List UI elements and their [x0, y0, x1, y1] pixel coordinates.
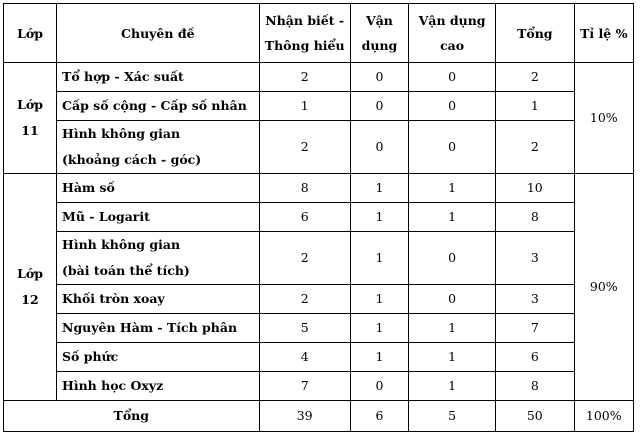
total-vdc: 5: [409, 401, 496, 432]
vdc-cell: 0: [409, 63, 496, 92]
vd-cell: 0: [350, 92, 408, 121]
header-tong: Tổng: [496, 4, 574, 63]
tong-cell: 2: [496, 63, 574, 92]
tong-cell: 3: [496, 285, 574, 314]
topic-cell: Cấp số cộng - Cấp số nhân: [57, 92, 260, 121]
table-row: [4, 121, 634, 174]
table-row: [4, 314, 634, 343]
topic-cell: [57, 121, 260, 174]
nb-cell: 2: [259, 63, 350, 92]
vd-cell: 0: [350, 372, 408, 401]
exam-matrix-table: [3, 3, 634, 432]
vdc-cell: 1: [409, 343, 496, 372]
table-row: [4, 343, 634, 372]
header-van-dung-cao-line2: cao: [440, 38, 465, 53]
topic-line2: (bài toán thể tích): [62, 263, 190, 278]
header-ti-le: Tỉ lệ %: [574, 4, 633, 63]
vd-cell: 1: [350, 174, 408, 203]
header-nhan-biet-line2: Thông hiểu: [264, 38, 345, 53]
total-row: [4, 401, 634, 432]
topic-cell: Số phức: [57, 343, 260, 372]
tong-cell: 8: [496, 372, 574, 401]
header-van-dung-line2: dụng: [361, 38, 398, 53]
total-tong: 50: [496, 401, 574, 432]
vdc-cell: 1: [409, 372, 496, 401]
tong-cell: 2: [496, 121, 574, 174]
topic-cell: Nguyên Hàm - Tích phân: [57, 314, 260, 343]
nb-cell: 2: [259, 121, 350, 174]
vdc-cell: 0: [409, 92, 496, 121]
tong-cell: 10: [496, 174, 574, 203]
total-vd: 6: [350, 401, 408, 432]
total-ti-le: 100%: [574, 401, 633, 432]
vdc-cell: 0: [409, 285, 496, 314]
topic-cell: Tổ hợp - Xác suất: [57, 63, 260, 92]
vd-cell: 1: [350, 285, 408, 314]
header-van-dung-cao-line1: Vận dụng: [418, 13, 486, 28]
header-nhan-biet-line1: Nhận biết -: [265, 13, 345, 28]
vd-cell: 0: [350, 63, 408, 92]
vd-cell: 0: [350, 121, 408, 174]
tong-cell: 1: [496, 92, 574, 121]
header-nhan-biet-thong-hieu: [259, 4, 350, 63]
nb-cell: 5: [259, 314, 350, 343]
nb-cell: 4: [259, 343, 350, 372]
tong-cell: 3: [496, 232, 574, 285]
topic-line1: Hình không gian: [62, 126, 181, 141]
header-chuyen-de: Chuyên đề: [57, 4, 260, 63]
nb-cell: 1: [259, 92, 350, 121]
vdc-cell: 1: [409, 174, 496, 203]
table-row: [4, 285, 634, 314]
tong-cell: 7: [496, 314, 574, 343]
vd-cell: 1: [350, 203, 408, 232]
vdc-cell: 0: [409, 121, 496, 174]
topic-cell: Khối tròn xoay: [57, 285, 260, 314]
table-row: [4, 203, 634, 232]
nb-cell: 6: [259, 203, 350, 232]
vdc-cell: 1: [409, 314, 496, 343]
header-van-dung-line1: Vận: [366, 13, 393, 28]
group-lop-12: Lớp 12: [4, 174, 57, 401]
group-ti-le-11: 10%: [574, 63, 633, 174]
topic-line1: Hình không gian: [62, 237, 181, 252]
vdc-cell: 1: [409, 203, 496, 232]
vd-cell: 1: [350, 232, 408, 285]
vd-cell: 1: [350, 314, 408, 343]
nb-cell: 2: [259, 285, 350, 314]
tong-cell: 6: [496, 343, 574, 372]
tong-cell: 8: [496, 203, 574, 232]
group-ti-le-12: 90%: [574, 174, 633, 401]
topic-cell: [57, 232, 260, 285]
nb-cell: 7: [259, 372, 350, 401]
nb-cell: 2: [259, 232, 350, 285]
vd-cell: 1: [350, 343, 408, 372]
header-van-dung-cao: [409, 4, 496, 63]
table-body: [4, 63, 634, 432]
topic-cell: Hàm số: [57, 174, 260, 203]
table-row: [4, 232, 634, 285]
header-van-dung: [350, 4, 408, 63]
table-row: [4, 372, 634, 401]
table-row: [4, 63, 634, 92]
topic-line2: (khoảng cách - góc): [62, 152, 202, 167]
vdc-cell: 0: [409, 232, 496, 285]
topic-cell: Mũ - Logarit: [57, 203, 260, 232]
header-row: [4, 4, 634, 63]
group-lop-11: Lớp 11: [4, 63, 57, 174]
topic-cell: Hình học Oxyz: [57, 372, 260, 401]
table-row: [4, 92, 634, 121]
table-header: [4, 4, 634, 63]
total-label: Tổng: [4, 401, 260, 432]
table-row: [4, 174, 634, 203]
nb-cell: 8: [259, 174, 350, 203]
header-lop: Lớp: [4, 4, 57, 63]
total-nb: 39: [259, 401, 350, 432]
